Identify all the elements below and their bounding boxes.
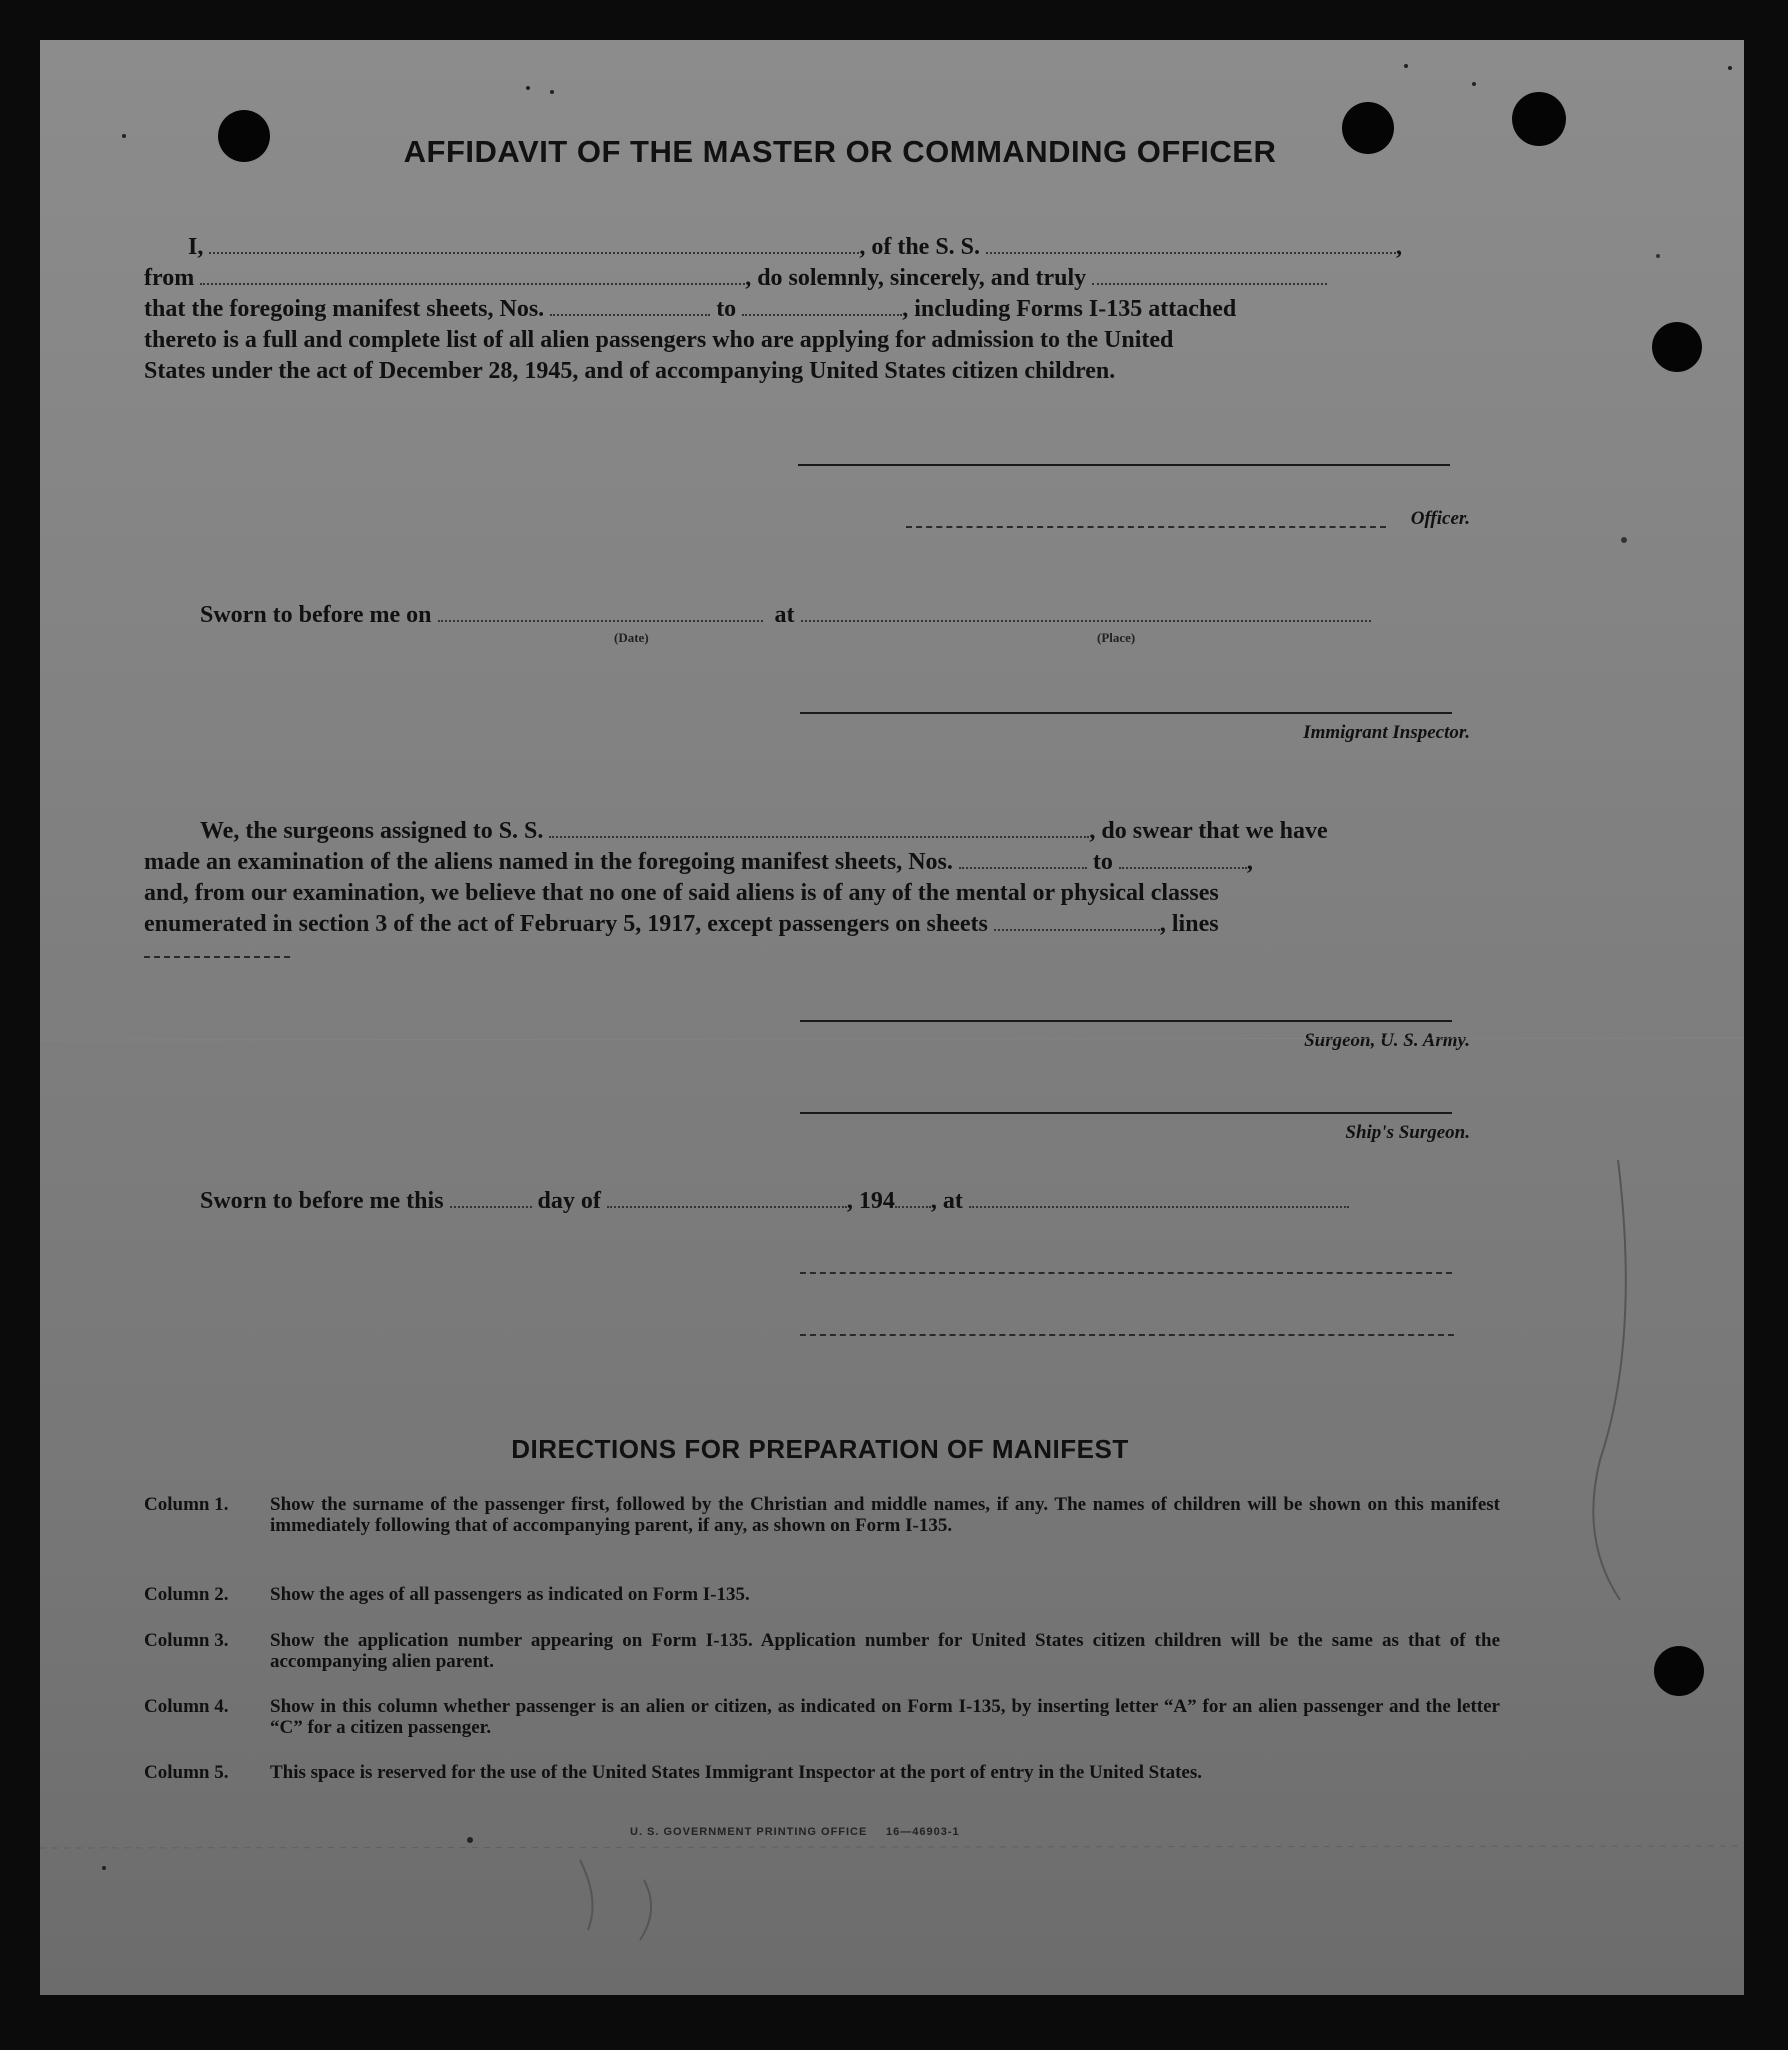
ship-surgeon-caption: Ship's Surgeon. xyxy=(1345,1122,1470,1143)
affidavit-title: AFFIDAVIT OF THE MASTER OR COMMANDING OFFICER xyxy=(403,134,1277,169)
direction-text: Show in this column whether passenger is an alien or citizen, as indicated on Form I-135, by inserting letter “A” for an alien passenger and the letter “C” for a citizen passenger. xyxy=(270,1696,1500,1738)
surgeons-line-3: and, from our examination, we believe that no one of said aliens is of any of the mental or physical classes xyxy=(144,880,1219,906)
place-label: (Place) xyxy=(1097,630,1136,645)
surgeons-text: , do swear that we have xyxy=(1089,818,1328,844)
affidavit-text: , including Forms I-135 attached xyxy=(902,296,1237,322)
document-sheet xyxy=(40,40,1744,1995)
officer-caption: Officer. xyxy=(1410,508,1470,529)
direction-column-label: Column 3. xyxy=(144,1630,229,1651)
direction-column-label: Column 2. xyxy=(144,1584,229,1605)
scan-texture xyxy=(40,40,1744,1995)
direction-column-label: Column 1. xyxy=(144,1494,229,1515)
surgeons-text: , xyxy=(1246,849,1253,875)
surgeons-text: We, the surgeons assigned to S. S. xyxy=(200,818,544,844)
sworn-text: Sworn to before me this xyxy=(200,1188,444,1214)
sworn-text: Sworn to before me on xyxy=(200,602,432,628)
sworn-text: day of xyxy=(537,1188,601,1214)
surgeons-text: to xyxy=(1092,849,1113,875)
affidavit-text: , xyxy=(1396,234,1403,260)
affidavit-text: I, xyxy=(188,234,204,260)
sworn-text: at xyxy=(774,602,795,628)
direction-column-label: Column 5. xyxy=(144,1762,229,1783)
date-label: (Date) xyxy=(614,630,649,645)
affidavit-text: to xyxy=(716,296,737,322)
sworn-text: , 194 xyxy=(846,1188,895,1214)
surgeons-text: made an examination of the aliens named in the foregoing manifest sheets, Nos. xyxy=(144,849,953,875)
army-surgeon-caption: Surgeon, U. S. Army. xyxy=(1304,1030,1470,1051)
inspector-caption: Immigrant Inspector. xyxy=(1303,722,1470,743)
surgeons-text: enumerated in section 3 of the act of February 5, 1917, except passengers on sheets xyxy=(144,911,988,937)
affidavit-text: , do solemnly, sincerely, and truly xyxy=(745,265,1087,291)
affidavit-text: from xyxy=(144,265,195,291)
affidavit-text: that the foregoing manifest sheets, Nos. xyxy=(144,296,545,322)
direction-text: Show the surname of the passenger first, followed by the Christian and middle names, if any. The names of children will be shown on this manifest immediately following that of accompanying parent, if any, as shown on Form I-135. xyxy=(270,1494,1500,1536)
form-code-note: 16—46903-1 xyxy=(886,1826,960,1838)
printing-office-note: U. S. GOVERNMENT PRINTING OFFICE xyxy=(630,1826,868,1838)
sworn-text: , at xyxy=(930,1188,963,1214)
directions-title: DIRECTIONS FOR PREPARATION OF MANIFEST xyxy=(511,1434,1129,1464)
surgeons-text: , lines xyxy=(1159,911,1219,937)
direction-text: Show the ages of all passengers as indicated on Form I-135. xyxy=(270,1584,750,1605)
affidavit-line-4: thereto is a full and complete list of all alien passengers who are applying for admission to the United xyxy=(144,327,1174,353)
direction-text: This space is reserved for the use of the United States Immigrant Inspector at the port of entry in the United States. xyxy=(270,1762,1202,1783)
direction-text: Show the application number appearing on Form I-135. Application number for United States citizen children will be the same as that of the accompanying alien parent. xyxy=(270,1630,1500,1672)
direction-column-label: Column 4. xyxy=(144,1696,229,1717)
affidavit-text: , of the S. S. xyxy=(859,234,981,260)
affidavit-line-5: States under the act of December 28, 1945, and of accompanying United States citizen children. xyxy=(144,358,1116,384)
